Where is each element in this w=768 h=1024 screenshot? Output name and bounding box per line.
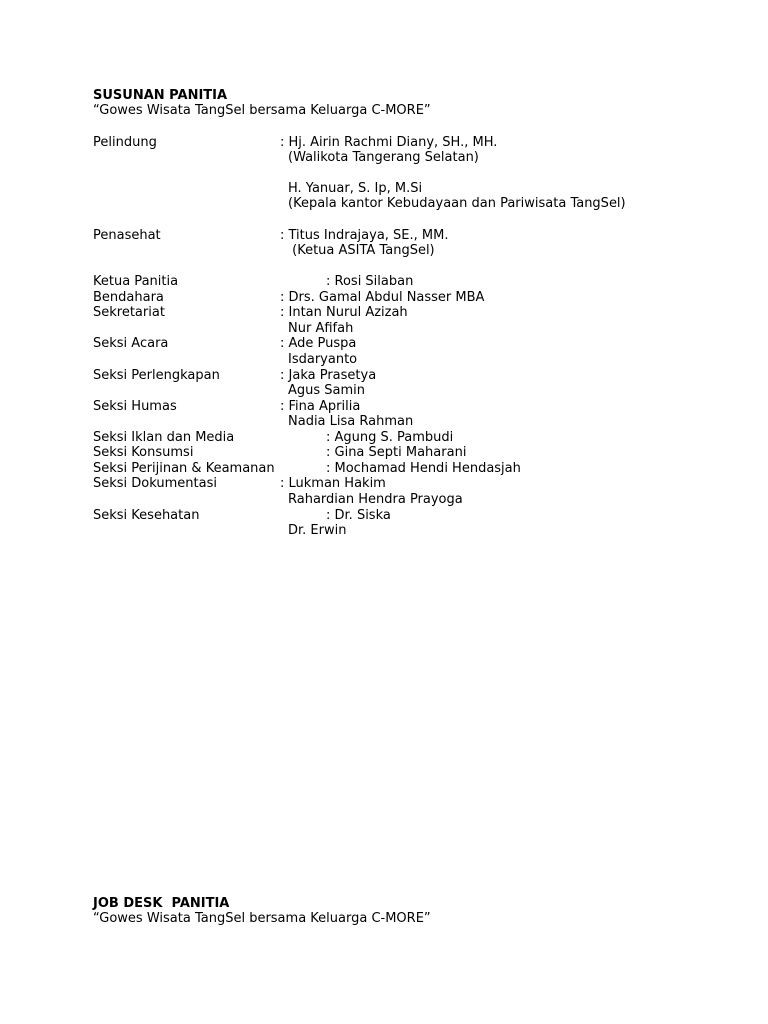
committee-extra: Agus Samin bbox=[288, 383, 366, 398]
committee-value: : Intan Nurul Azizah bbox=[280, 305, 408, 320]
committee-value: : Gina Septi Maharani bbox=[326, 445, 467, 460]
committee-value: : Dr. Siska bbox=[326, 508, 391, 523]
committee-value: : Rosi Silaban bbox=[326, 274, 414, 289]
pelindung-value-2: H. Yanuar, S. Ip, M.Si bbox=[288, 181, 423, 196]
penasehat-value: : Titus Indrajaya, SE., MM. bbox=[280, 228, 449, 243]
committee-label: Ketua Panitia bbox=[93, 274, 179, 289]
committee-value: : Jaka Prasetya bbox=[280, 368, 377, 383]
committee-label: Sekretariat bbox=[93, 305, 165, 320]
committee-extra: Dr. Erwin bbox=[288, 523, 347, 538]
committee-value: : Mochamad Hendi Hendasjah bbox=[326, 461, 521, 476]
committee-value: : Lukman Hakim bbox=[280, 476, 386, 491]
committee-label: Seksi Acara bbox=[93, 336, 169, 351]
committee-label: Seksi Konsumsi bbox=[93, 445, 194, 460]
penasehat-label: Penasehat bbox=[93, 228, 161, 243]
committee-value: : Drs. Gamal Abdul Nasser MBA bbox=[280, 290, 485, 305]
committee-label: Seksi Dokumentasi bbox=[93, 476, 217, 491]
section-title: SUSUNAN PANITIA bbox=[93, 88, 228, 103]
section-subtitle: “Gowes Wisata TangSel bersama Keluarga C-MORE” bbox=[93, 103, 431, 118]
committee-extra: Isdaryanto bbox=[288, 352, 358, 367]
committee-extra: Nur Afifah bbox=[288, 321, 354, 336]
penasehat-note: (Ketua ASITA TangSel) bbox=[288, 243, 435, 258]
committee-label: Bendahara bbox=[93, 290, 164, 305]
committee-extra: Nadia Lisa Rahman bbox=[288, 414, 414, 429]
pelindung-note-1: (Walikota Tangerang Selatan) bbox=[288, 150, 479, 165]
pelindung-value-1: : Hj. Airin Rachmi Diany, SH., MH. bbox=[280, 135, 498, 150]
committee-label: Seksi Iklan dan Media bbox=[93, 430, 235, 445]
pelindung-label: Pelindung bbox=[93, 135, 157, 150]
pelindung-note-2: (Kepala kantor Kebudayaan dan Pariwisata TangSel) bbox=[288, 196, 626, 211]
section-title: JOB DESK PANITIA bbox=[93, 896, 230, 911]
committee-value: : Ade Puspa bbox=[280, 336, 357, 351]
section-subtitle: “Gowes Wisata TangSel bersama Keluarga C-MORE” bbox=[93, 911, 431, 926]
committee-label: Seksi Humas bbox=[93, 399, 177, 414]
committee-label: Seksi Perijinan & Keamanan bbox=[93, 461, 275, 476]
committee-label: Seksi Perlengkapan bbox=[93, 368, 220, 383]
committee-label: Seksi Kesehatan bbox=[93, 508, 200, 523]
committee-value: : Fina Aprilia bbox=[280, 399, 361, 414]
committee-extra: Rahardian Hendra Prayoga bbox=[288, 492, 463, 507]
committee-value: : Agung S. Pambudi bbox=[326, 430, 454, 445]
